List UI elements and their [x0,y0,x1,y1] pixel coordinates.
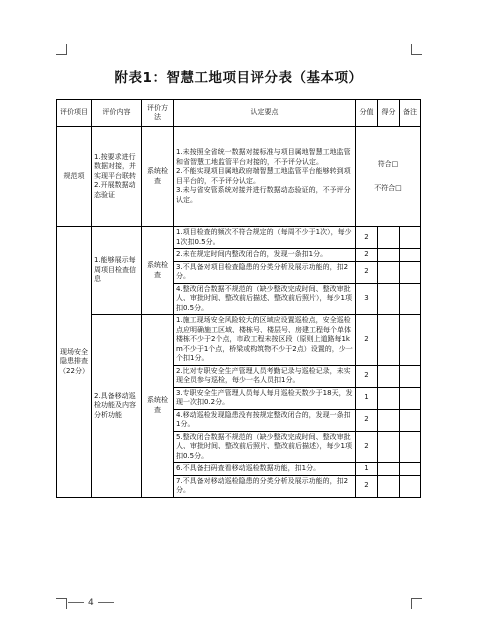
score-cell[interactable] [378,431,400,463]
row1-method: 系统检查 [142,127,174,227]
group1-row4-text: 4.整改闭合数据不规范的（缺少整改完成时间、整改审批人、审批时间、整改前后描述、整改前后照片），每少1项扣0.5分。 [174,283,356,315]
group2-row3-text: 3.专职安全生产管理人员每人每月巡检天数少于18天，发现一次扣0.2分。 [174,387,356,409]
table-row [57,227,421,249]
note-cell[interactable] [400,315,421,366]
group1-row2-text: 2.未在规定时间内整改闭合的，发现一条扣1分。 [174,249,356,262]
score-cell[interactable] [378,283,400,315]
page-title: 附表1：智慧工地项目评分表（基本项） [114,70,363,86]
group1-row3-text: 3.不具备对项目检查隐患的分类分析及展示功能的，扣2分。 [174,261,356,283]
score-cell[interactable] [378,315,400,366]
note-cell[interactable] [400,261,421,283]
group2-row5-score: 2 [356,431,378,463]
note-cell[interactable] [400,249,421,262]
note-cell[interactable] [400,475,421,497]
group2-row7-text: 7.不具备对移动巡检隐患的分类分析及展示功能的，扣2分。 [174,475,356,497]
table-row [57,315,421,366]
row1-result [356,127,421,227]
group1-content: 1.能够展示每周项目检查信息 [92,227,142,315]
header-points: 认定要点 [174,100,356,127]
note-cell[interactable] [400,409,421,431]
score-table [56,99,421,498]
group2-method: 系统检查 [142,315,174,498]
score-cell[interactable] [378,261,400,283]
header-note: 备注 [400,100,421,127]
score-cell[interactable] [378,227,400,249]
group2-content: 2.具备移动巡检功能及内容分析功能 [92,315,142,498]
section-label: 现场安全隐患排查（22分） [57,227,92,498]
group1-row2-score: 2 [356,249,378,262]
group2-row3-score: 1 [356,387,378,409]
group2-row4-text: 4.移动巡检发现隐患没有按规定整改闭合的，发现一条扣1分。 [174,409,356,431]
group2-row4-score: 2 [356,409,378,431]
group1-method: 系统检查 [142,227,174,315]
note-cell[interactable] [400,387,421,409]
score-cell[interactable] [378,463,400,476]
group1-row1-text: 1.项目检查的频次不符合规定的（每周不少于1次），每少1次扣0.5分。 [174,227,356,249]
table-row [57,127,421,227]
group2-row7-score: 2 [356,475,378,497]
row1-item: 规范项 [57,127,92,227]
group2-row6-text: 6.不具备扫码查看移动巡检数据功能，扣1分。 [174,463,356,476]
crop-mark-top-left [56,44,67,55]
crop-mark-top-right [411,44,422,55]
table-header-row [57,100,421,127]
footer-dash-right [98,602,114,603]
header-item: 评价项目 [57,100,92,127]
header-got: 得分 [378,100,400,127]
score-cell[interactable] [378,249,400,262]
group2-row1-score: 2 [356,315,378,366]
row1-content: 1.按要求进行数据对接，并实现平台联转 2.开展数据动态验证 [92,127,142,227]
group1-row1-score: 2 [356,227,378,249]
group2-row2-text: 2.比对专职安全生产管理人员考勤记录与巡检记录，未实现全员参与巡检，每少一名人员扣1分。 [174,365,356,387]
group2-row6-score: 1 [356,463,378,476]
note-cell[interactable] [400,365,421,387]
note-cell[interactable] [400,283,421,315]
header-method: 评价方法 [142,100,174,127]
note-cell[interactable] [400,463,421,476]
score-cell[interactable] [378,387,400,409]
page-number: 4 [88,598,94,608]
fit-checkbox[interactable]: 符合□ [377,160,399,168]
score-cell[interactable] [378,409,400,431]
score-cell[interactable] [378,475,400,497]
crop-mark-bottom-right [411,598,422,609]
score-cell[interactable] [378,365,400,387]
group2-row1-text: 1.施工现场安全风险较大的区域应设置巡检点，安全巡检点应明确施工区域、楼栋号、楼层号、房建工程每个单体楼栋不少于2个点，市政工程未按区段（原则上道路每1km不少于1个点，桥梁或构筑物不少于2点）设置的，少一个扣1分。 [174,315,356,366]
header-score: 分值 [356,100,378,127]
notfit-checkbox[interactable]: 不符合□ [374,183,402,192]
note-cell[interactable] [400,431,421,463]
footer-dash-left [68,602,84,603]
note-cell[interactable] [400,227,421,249]
group1-row4-score: 3 [356,283,378,315]
header-content: 评价内容 [92,100,142,127]
group2-row5-text: 5.整改闭合数据不规范的（缺少整改完成时间、整改审批人、审批时间、整改前后照片、整改前后描述），每少1项扣0.5分。 [174,431,356,463]
group2-row2-score: 2 [356,365,378,387]
row1-points: 1.未按照全省统一数据对接标准与项目属地智慧工地监管和省智慧工地监管平台对接的，不予评分认定。 2.不能实现项目属地政府端智慧工地监管平台能够转到项目平台的，不予评分认定。 3.未与省安管系统对接并进行数据动态验证的，不予评分认定。 [174,127,356,227]
page-footer [64,598,118,608]
group1-row3-score: 2 [356,261,378,283]
